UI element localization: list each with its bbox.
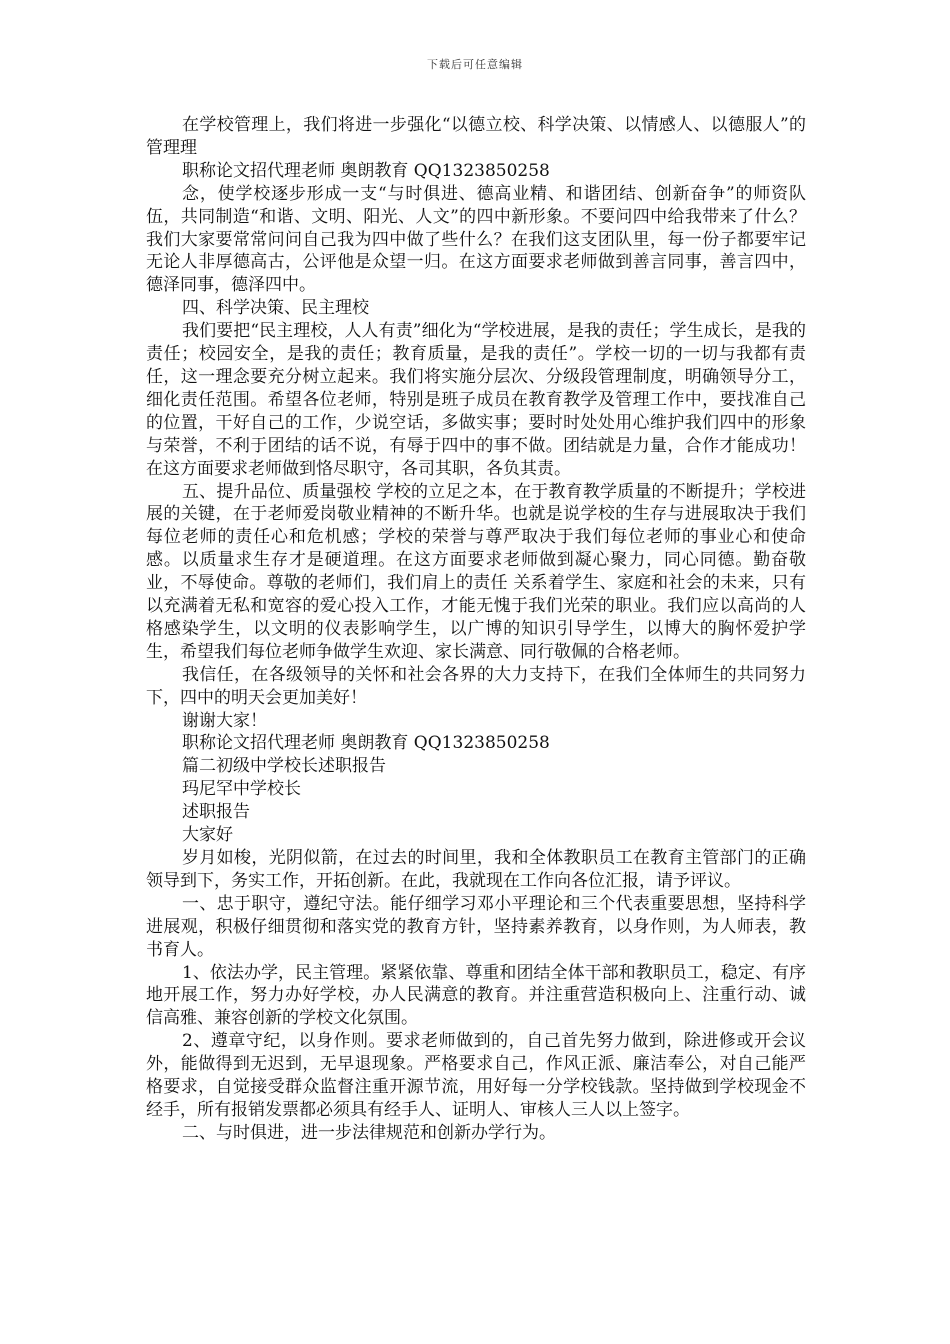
paragraph: 职称论文招代理老师 奥朗教育 QQ1323850258 xyxy=(182,733,550,754)
paragraph: 玛尼罕中学校长 xyxy=(182,779,301,800)
paragraph: 岁月如梭，光阴似箭，在过去的时间里，我和全体教职员工在教育主管部门的正确领导到下，务实工作，开拓创新。在此，我就现在工作向各位汇报，请予评议。 xyxy=(146,848,806,891)
paragraph: 二、与时俱进，进一步法律规范和创新办学行为。 xyxy=(182,1122,556,1143)
paragraph: 我们要把“民主理校，人人有责”细化为“学校进展，是我的责任；学生成长，是我的责任；校园安全，是我的责任；教育质量，是我的责任”。学校一切的一切与我都有责任，这一理念要充分树立起来。我们将实施分层次、分级段管理制度，明确领导分工，细化责任范围。希望各位老师，特别是班子成员在教育教学及管理工作中，要找准自己的位置，干好自己的工作，少说空话，多做实事；要时时处处用心维护我们四中的形象与荣誉，不利于团结的话不说，有辱于四中的事不做。团结就是力量，合作才能成功！在这方面要求老师做到恪尽职守，各司其职，各负其责。 xyxy=(146,321,806,479)
paragraph: 1、依法办学，民主管理。紧紧依靠、尊重和团结全体干部和教职员工，稳定、有序地开展工作，努力办好学校，办人民满意的教育。并注重营造积极向上、注重行动、诚信高雅、兼容创新的学校文化氛围。 xyxy=(146,962,806,1029)
paragraph: 在学校管理上，我们将进一步强化“以德立校、科学决策、以情感人、以德服人”的管理理 xyxy=(146,115,806,158)
document-body xyxy=(146,114,806,1145)
paragraph: 我信任，在各级领导的关怀和社会各界的大力支持下，在我们全体师生的共同努力下，四中的明天会更加美好！ xyxy=(146,664,806,708)
paragraph: 述职报告 xyxy=(182,802,250,823)
paragraph: 2、遵章守纪，以身作则。要求老师做到的，自己首先努力做到，除进修或开会议外，能做得到无迟到，无早退现象。严格要求自己，作风正派、廉洁奉公，对自己能严格要求，自觉接受群众监督注重开源节流，用好每一分学校钱款。坚持做到学校现金不经手，所有报销发票都必须具有经手人、证明人、审核人三人以上签字。 xyxy=(146,1031,806,1120)
paragraph: 念，使学校逐步形成一支“与时俱进、德高业精、和谐团结、创新奋争”的师资队伍，共同制造“和谐、文明、阳光、人文”的四中新形象。不要问四中给我带来了什么？我们大家要常常问问自己我为四中做了些什么？在我们这支团队里，每一份子都要牢记无论人非厚德高古，公评他是众望一归。在这方面要求老师做到善言同事，善言四中，德泽同事，德泽四中。 xyxy=(146,183,806,296)
paragraph: 职称论文招代理老师 奥朗教育 QQ1323850258 xyxy=(182,160,550,181)
header-note: 下载后可任意编辑 xyxy=(427,58,523,71)
paragraph: 一、忠于职守，遵纪守法。能仔细学习邓小平理论和三个代表重要思想，坚持科学进展观，积极仔细贯彻和落实党的教育方针，坚持素养教育，以身作则，为人师表，教书育人。 xyxy=(146,893,806,960)
section-heading: 四、科学决策、民主理校 xyxy=(182,298,369,319)
paragraph: 大家好 xyxy=(182,825,233,846)
section-heading: 篇二初级中学校长述职报告 xyxy=(182,756,386,777)
paragraph: 谢谢大家！ xyxy=(182,710,267,731)
paragraph: 五、提升品位、质量强校 学校的立足之本，在于教育教学质量的不断提升；学校进展的关键，在于老师爱岗敬业精神的不断升华。也就是说学校的生存与进展取决于我们每位老师的责任心和危机感；学校的荣誉与尊严取决于我们每位老师的事业心和使命感。以质量求生存才是硬道理。在这方面要求老师做到凝心聚力，同心同德。勤奋敬业，不辱使命。尊敬的老师们，我们肩上的责任 关系着学生、家庭和社会的未来，只有以充满着无私和宽容的爱心投入工作，才能无愧于我们光荣的职业。我们应以高尚的人格感染学生，以文明的仪表影响学生，以广博的知识引导学生，以博大的胸怀爱护学生，希望我们每位老师争做学生欢迎、家长满意、同行敬佩的合格老师。 xyxy=(146,481,806,662)
